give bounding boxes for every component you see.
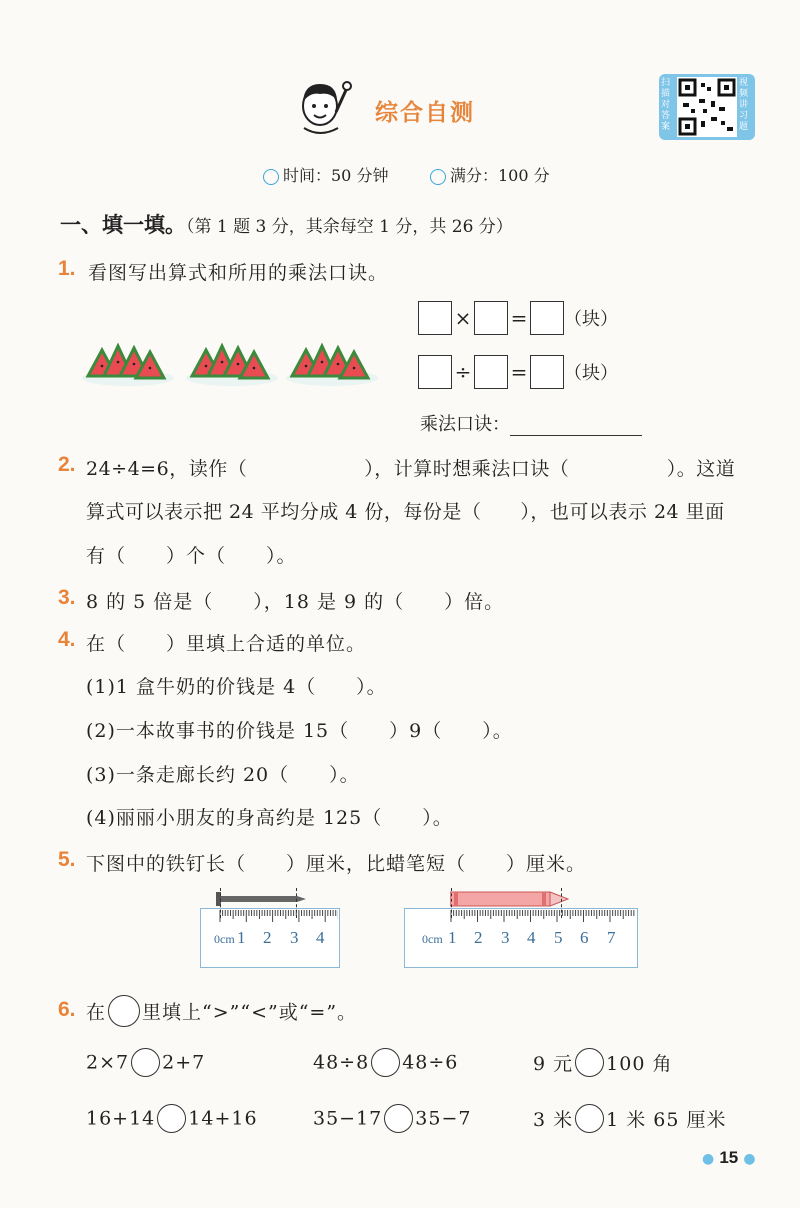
answer-box[interactable]	[530, 355, 564, 389]
qr-label-left: 扫描对答案	[661, 78, 671, 132]
compare-circle-sample	[108, 995, 140, 1027]
ruler-2-label: 3	[501, 928, 510, 947]
ruler-2-label: 4	[527, 928, 536, 947]
qr-code-icon	[677, 77, 737, 137]
q6-text-post: 里填上“>”“<”或“=”。	[142, 1001, 358, 1024]
ruler-2-label: 1	[448, 928, 457, 947]
compare-right: 14+16	[188, 1107, 258, 1130]
equals-sign: =	[510, 360, 528, 384]
compare-circle[interactable]	[575, 1104, 604, 1133]
q1-multiplication-row	[418, 301, 618, 335]
unit-label: （块）	[564, 363, 618, 384]
answer-box[interactable]	[474, 301, 508, 335]
q6-item-2-3	[533, 1104, 727, 1133]
crayon-illustration	[450, 890, 570, 908]
compare-left: 9 元	[533, 1053, 574, 1075]
compare-circle[interactable]	[371, 1048, 400, 1077]
compare-left: 2×7	[86, 1051, 130, 1074]
qr-code-panel[interactable]	[659, 74, 755, 140]
ruler-with-nail	[200, 888, 340, 968]
dot-icon: ●	[702, 1151, 715, 1167]
ruler-1-label: 4	[316, 928, 325, 947]
equals-sign: =	[510, 306, 528, 330]
check-circle-icon	[430, 169, 446, 185]
q6-number: 6.	[58, 998, 76, 1021]
q1-formula	[420, 410, 642, 436]
q4-item-2: (2)一本故事书的价钱是 15（ ）9（ ）。	[86, 720, 513, 742]
q2-line-2: 算式可以表示把 24 平均分成 4 份，每份是（ ），也可以表示 24 里面	[86, 501, 725, 523]
formula-label: 乘法口诀：	[420, 414, 510, 435]
answer-box[interactable]	[474, 355, 508, 389]
compare-left: 35−17	[313, 1107, 383, 1130]
q6-item-1-3	[533, 1048, 672, 1077]
compare-circle[interactable]	[575, 1048, 604, 1077]
q4-number: 4.	[58, 628, 76, 651]
q6-item-2-2	[313, 1104, 471, 1133]
compare-right: 48÷6	[402, 1051, 459, 1074]
clock-icon	[263, 169, 279, 185]
q6-text	[86, 995, 357, 1027]
q4-item-4: (4)丽丽小朋友的身高约是 125（ ）。	[86, 807, 453, 829]
score-info	[430, 163, 550, 186]
dot-icon: ●	[743, 1151, 756, 1167]
ruler-with-crayon	[404, 888, 638, 968]
qr-label-right: 视频讲习题	[739, 78, 749, 132]
q4-text: 在（ ）里填上合适的单位。	[86, 633, 367, 655]
unit-label: （块）	[564, 309, 618, 330]
compare-right: 35−7	[415, 1107, 472, 1130]
section-heading: 一、填一填。	[60, 213, 186, 237]
compare-left: 16+14	[86, 1107, 156, 1130]
page-title: 综合自测	[375, 100, 475, 126]
q6-text-pre: 在	[86, 1001, 107, 1024]
times-sign: ×	[454, 306, 472, 330]
q6-item-1-2	[313, 1048, 458, 1077]
divide-sign: ÷	[454, 360, 472, 384]
page-number-text: 15	[719, 1148, 739, 1167]
q1-text: 看图写出算式和所用的乘法口诀。	[88, 262, 389, 284]
ruler-1-label: 2	[263, 928, 272, 947]
q2-number: 2.	[58, 453, 76, 476]
compare-right: 2+7	[162, 1051, 206, 1074]
ruler-2-label: 6	[580, 928, 589, 947]
ruler-1-label: 1	[237, 928, 246, 947]
ruler-2-ticks	[406, 910, 636, 924]
q5-number: 5.	[58, 848, 76, 871]
q1-division-row	[418, 355, 618, 389]
answer-box[interactable]	[530, 301, 564, 335]
answer-box[interactable]	[418, 301, 452, 335]
answer-box[interactable]	[418, 355, 452, 389]
compare-left: 48÷8	[313, 1051, 370, 1074]
ruler-2-label: 7	[607, 928, 616, 947]
section-1-header	[60, 209, 513, 239]
q3-number: 3.	[58, 586, 76, 609]
q2-line-1: 24÷4=6，读作（ ），计算时想乘法口诀（ ）。这道	[86, 458, 736, 480]
compare-circle[interactable]	[131, 1048, 160, 1077]
q6-item-2-1	[86, 1104, 258, 1133]
ruler-1-zero-label: 0cm	[214, 932, 235, 946]
ruler-2-label: 2	[474, 928, 483, 947]
compare-left: 3 米	[533, 1109, 574, 1131]
ruler-1-ticks	[202, 910, 338, 924]
ruler-2-label: 5	[554, 928, 563, 947]
formula-answer-line[interactable]	[510, 415, 642, 436]
q6-item-1-1	[86, 1048, 205, 1077]
q4-item-1: (1)1 盒牛奶的价钱是 4（ ）。	[86, 676, 387, 698]
ruler-1-label: 3	[290, 928, 299, 947]
q3-text: 8 的 5 倍是（ ），18 是 9 的（ ）倍。	[86, 591, 505, 613]
watermelon-slices-illustration	[80, 336, 380, 390]
q4-item-3: (3)一条走廊长约 20（ ）。	[86, 764, 360, 786]
q1-number: 1.	[58, 257, 76, 280]
time-label: 时间：50 分钟	[283, 166, 389, 185]
q5-text: 下图中的铁钉长（ ）厘米，比蜡笔短（ ）厘米。	[86, 853, 587, 875]
q2-line-3: 有（ ）个（ ）。	[86, 545, 297, 567]
compare-right: 100 角	[606, 1053, 673, 1075]
ruler-2-zero-label: 0cm	[422, 932, 443, 946]
compare-circle[interactable]	[384, 1104, 413, 1133]
nail-illustration	[216, 892, 306, 906]
section-note: （第 1 题 3 分，其余每空 1 分，共 26 分）	[186, 217, 513, 237]
time-info	[263, 163, 388, 186]
compare-circle[interactable]	[157, 1104, 186, 1133]
score-label: 满分：100 分	[450, 166, 550, 185]
mascot-boy-illustration	[290, 72, 358, 140]
compare-right: 1 米 65 厘米	[606, 1109, 727, 1131]
page-number	[702, 1148, 756, 1168]
